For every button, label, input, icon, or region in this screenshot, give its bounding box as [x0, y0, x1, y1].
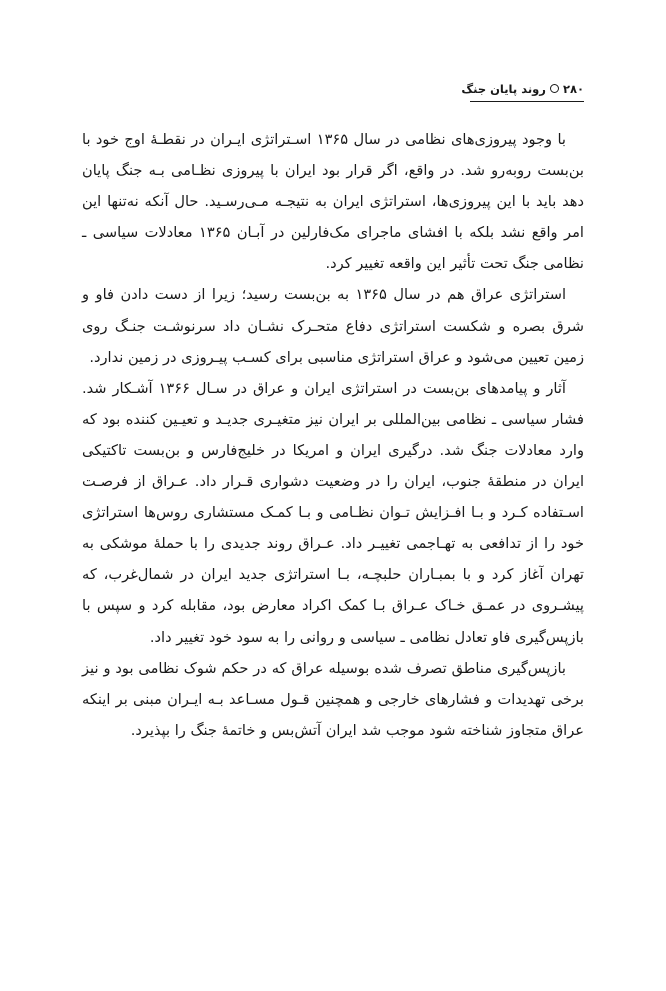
circle-separator-icon [550, 84, 559, 93]
page-number: ۲۸۰ [562, 82, 584, 96]
paragraph: بازپس‌گیری مناطق تصرف شده بوسیله عراق که در حکم شوک نظامی بود و نیز برخی تهدیدات و فشارهای خارجی و همچنین قـول مسـاعد بـه ایـران مبنی بر اینکه عراق متجاوز شناخته شود موجب شد ایران آتش‌بس و خاتمهٔ جنگ را بپذیرد. [82, 659, 584, 739]
running-header [462, 81, 584, 97]
paragraph: با وجود پیروزی‌های نظامی در سال ۱۳۶۵ اسـتراتژی ایـران در نقطـهٔ اوج خود با بن‌بست روبه‌رو شد. در واقع، اگر قرار بود ایران با پیروزی نظـامی بـه جنگ پایان دهد باید با این پیروزی‌ها، استراتژی ایران به نتیجـه مـی‌رسـید. حال آنکه نه‌تنها این امر واقع نشد بلکه با افشای ماجرای مک‌فارلین در آبـان ۱۳۶۵ معادلات سیاسی ـ نظامی جنگ تحت تأثیر این واقعه تغییر کرد. [82, 131, 584, 273]
chapter-title: روند پایان جنگ [461, 82, 546, 96]
header-rule [470, 101, 584, 102]
paragraph: آثار و پیامدهای بن‌بست در استراتژی ایران و عراق در سـال ۱۳۶۶ آشـکار شد. فشار سیاسی ـ نظامی بین‌المللی بر ایران نیز متغیـری جدیـد و تعیـین کننده بود که وارد معادلات جنگ شد. درگیری ایران و امریکا در خلیج‌فارس و بن‌بست تاکتیکی ایران در منطقهٔ جنوب، ایران را در وضعیت دشواری قـرار داد. عـراق از فرصـت اسـتفاده کـرد و بـا افـزایش تـوان نظـامی و بـا کمـک مستشاری روس‌ها استراتژی خود را از تدافعی به تهـاجمی تغییـر داد. عـراق روند جدیدی را با حملهٔ موشکی به تهران آغاز کرد و با بمبـاران حلبچـه، بـا استراتژی جدید ایران در شمال‌غرب، که پیشـروی در عمـق خـاک عـراق بـا کمک اکراد معارض بود، مقابله کرد و سپس با بازپس‌گیری فاو تعادل نظامی ـ سیاسی و روانی را به سود خود تغییر داد. [82, 379, 584, 646]
paragraph: استراتژی عراق هم در سال ۱۳۶۵ به بن‌بست رسید؛ زیرا از دست دادن فاو و شرق بصره و شکست استراتژی دفاع متحـرک نشـان داد سرنوشـت جنـگ روی زمین تعیین می‌شود و عراق استراتژی مناسبی برای کسـب پیـروزی در زمین ندارد. [82, 286, 584, 366]
body-text [82, 124, 584, 746]
